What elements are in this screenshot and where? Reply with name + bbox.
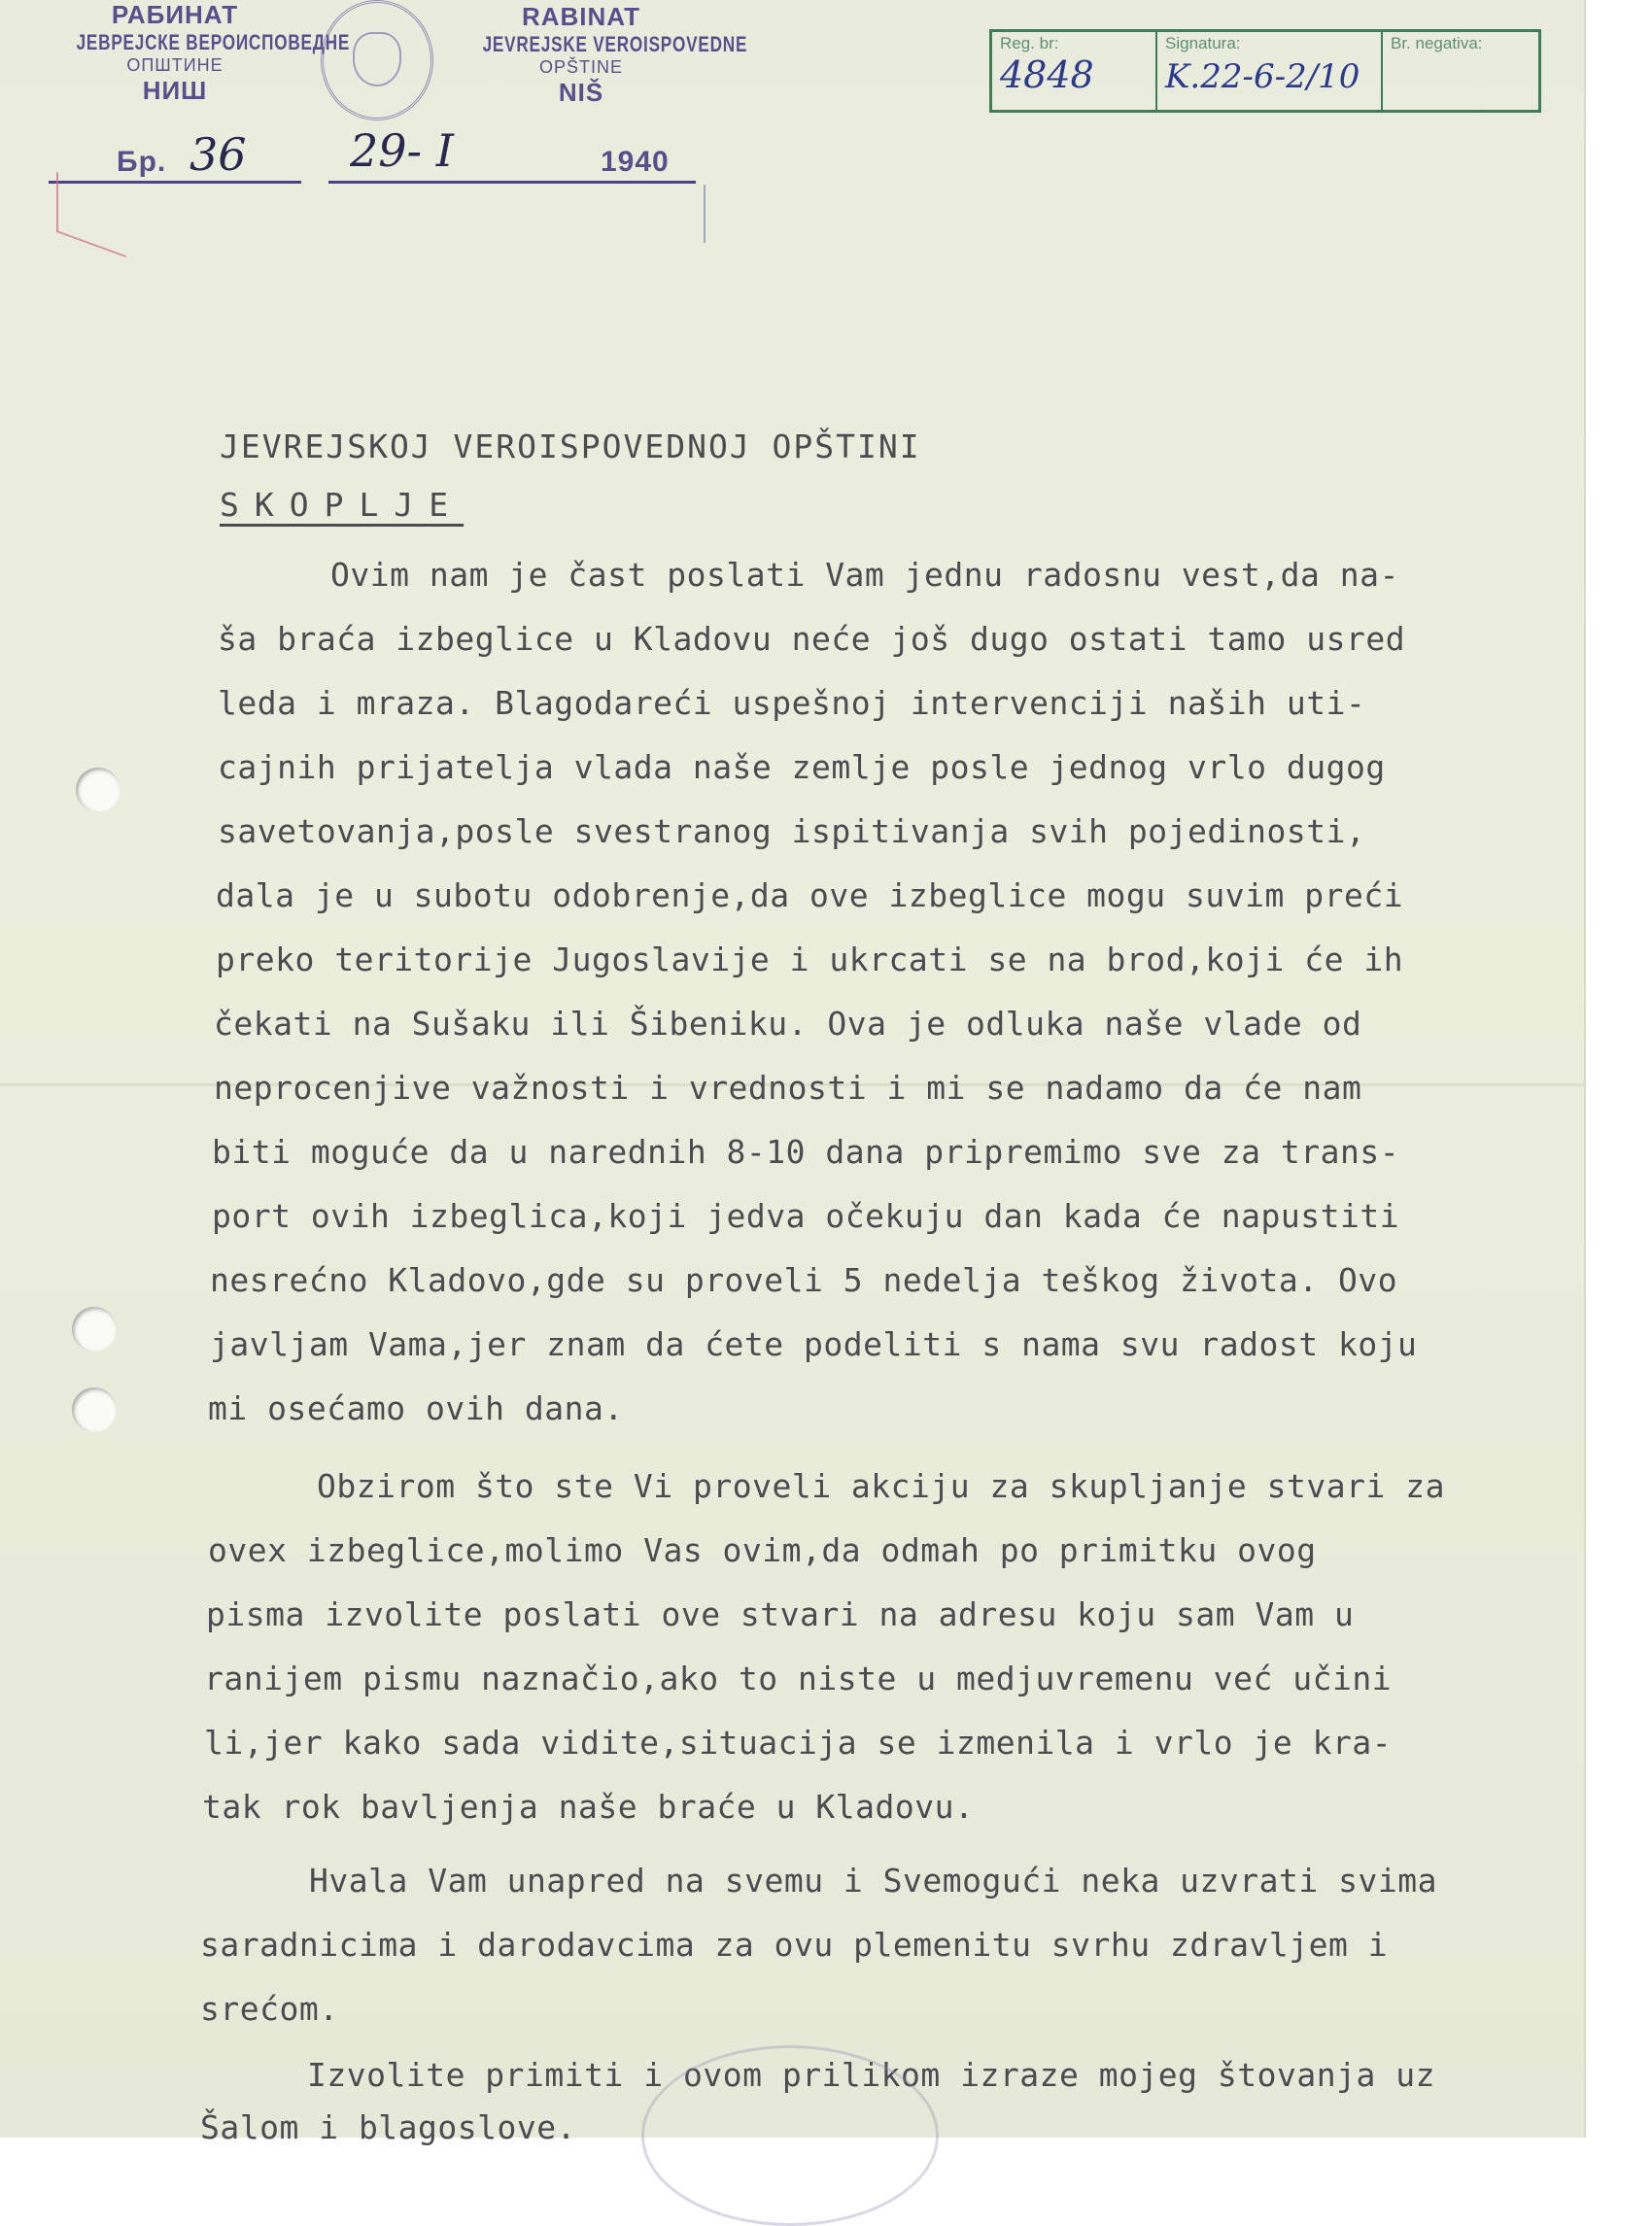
- letter-line: cajnih prijatelja vlada naše zemlje posle jednog vrlo dugog: [218, 748, 1386, 786]
- letter-line: dala je u subotu odobrenje,da ove izbeglice mogu suvim preći: [216, 876, 1404, 914]
- rabbinate-stamp-cyrillic: [49, 0, 351, 106]
- letter-line: srećom.: [200, 1990, 339, 2028]
- letter-line: ša braća izbeglice u Kladovu neće još dugo ostati tamo usred: [218, 620, 1406, 658]
- letter-line: saradnicima i darodavcima za ovu plemenitu svrhu zdravljem i: [200, 1926, 1389, 1964]
- stamp-title: РАБИНАТ: [111, 0, 239, 29]
- letter-line: Obzirom što ste Vi proveli akciju za skupljanje stvari za: [317, 1467, 1445, 1505]
- registry-number: 36: [189, 128, 247, 181]
- rabbinate-stamp-latin: [455, 2, 748, 108]
- stamp-line: ОПШТИНЕ: [126, 55, 224, 75]
- addressee-city: SKOPLJE: [220, 486, 465, 524]
- reg-number-label: Reg. br:: [1000, 34, 1059, 52]
- reg-number-value: 4848: [1000, 53, 1094, 96]
- registry-year: 1940: [601, 146, 670, 178]
- letter-line: port ovih izbeglica,koji jedva očekuju dan kada će napustiti: [212, 1197, 1400, 1235]
- signature-label: Signatura:: [1165, 34, 1241, 52]
- letter-line: pisma izvolite poslati ove stvari na adresu koju sam Vam u: [206, 1595, 1355, 1633]
- letter-line: biti moguće da u narednih 8-10 dana pripremimo sve za trans-: [212, 1133, 1400, 1171]
- pencil-mark: [680, 185, 706, 243]
- reg-number-cell: [992, 32, 1157, 110]
- addressee: JEVREJSKOJ VEROISPOVEDNOJ OPŠTINI: [220, 428, 921, 465]
- faded-seal: [641, 2045, 939, 2226]
- registry-date: 29- I: [350, 124, 454, 177]
- letter-line: Hvala Vam unapred na svemu i Svemogući neka uzvrati svima: [309, 1862, 1437, 1900]
- registry-prefix: Бр.: [117, 146, 167, 178]
- letter-line: preko teritorije Jugoslavije i ukrcati se na brod,koji će ih: [216, 941, 1404, 978]
- letter-line: javljam Vama,jer znam da ćete podeliti s nama svu radost koju: [210, 1325, 1418, 1363]
- stamp-title: RABINAT: [521, 2, 641, 31]
- letter-line: čekati na Sušaku ili Šibeniku. Ova je odluka naše vlade od: [214, 1005, 1362, 1043]
- pencil-mark: [56, 172, 126, 257]
- letter-line: neprocenjive važnosti i vrednosti i mi se nadamo da će nam: [214, 1069, 1362, 1107]
- punch-hole: [72, 1307, 117, 1352]
- letter-line: ranijem pismu naznačio,ako to niste u medjuvremenu već učini: [204, 1660, 1393, 1697]
- registry-underline: [328, 181, 696, 184]
- letter-line: mi osećamo ovih dana.: [208, 1389, 624, 1427]
- negative-number-label: Br. negativa:: [1391, 34, 1483, 52]
- punch-hole: [76, 768, 120, 812]
- letter-line: leda i mraza. Blagodareći uspešnoj intervenciji naših uti-: [218, 684, 1366, 722]
- letter-line: li,jer kako sada vidite,situacija se izmenila i vrlo je kra-: [204, 1724, 1393, 1762]
- stamp-city: НИШ: [142, 76, 208, 105]
- stamp-line: OPŠTINE: [538, 57, 623, 77]
- letter-line: nesrećno Kladovo,gde su proveli 5 nedelja teškog života. Ovo: [210, 1261, 1398, 1299]
- negative-number-cell: [1383, 32, 1538, 110]
- rabbinate-seal: [321, 0, 433, 120]
- letter-line: Šalom i blagoslove.: [200, 2108, 576, 2146]
- letter-line: savetovanja,posle svestranog ispitivanja svih pojedinosti,: [218, 812, 1366, 850]
- punch-hole: [72, 1387, 117, 1432]
- letter-line: ovex izbeglice,molimo Vas ovim,da odmah po primitku ovog: [208, 1531, 1317, 1569]
- letter-line: Ovim nam je čast poslati Vam jednu radosnu vest,da na-: [330, 556, 1399, 594]
- stamp-line: ЈЕВРЕЈСКЕ ВЕРОИСПОВЕДНЕ: [76, 30, 351, 54]
- archive-registration-box: [989, 29, 1541, 113]
- stamp-city: NIŠ: [558, 78, 604, 107]
- stamp-line: JEVREJSKE VEROISPOVEDNE: [482, 32, 748, 56]
- signature-cell: [1157, 32, 1383, 110]
- letter-line: Izvolite primiti i ovom prilikom izraze mojeg štovanja uz: [307, 2056, 1435, 2094]
- letter-line: tak rok bavljenja naše braće u Kladovu.: [202, 1788, 975, 1826]
- signature-value: K.22-6-2/10: [1165, 57, 1360, 96]
